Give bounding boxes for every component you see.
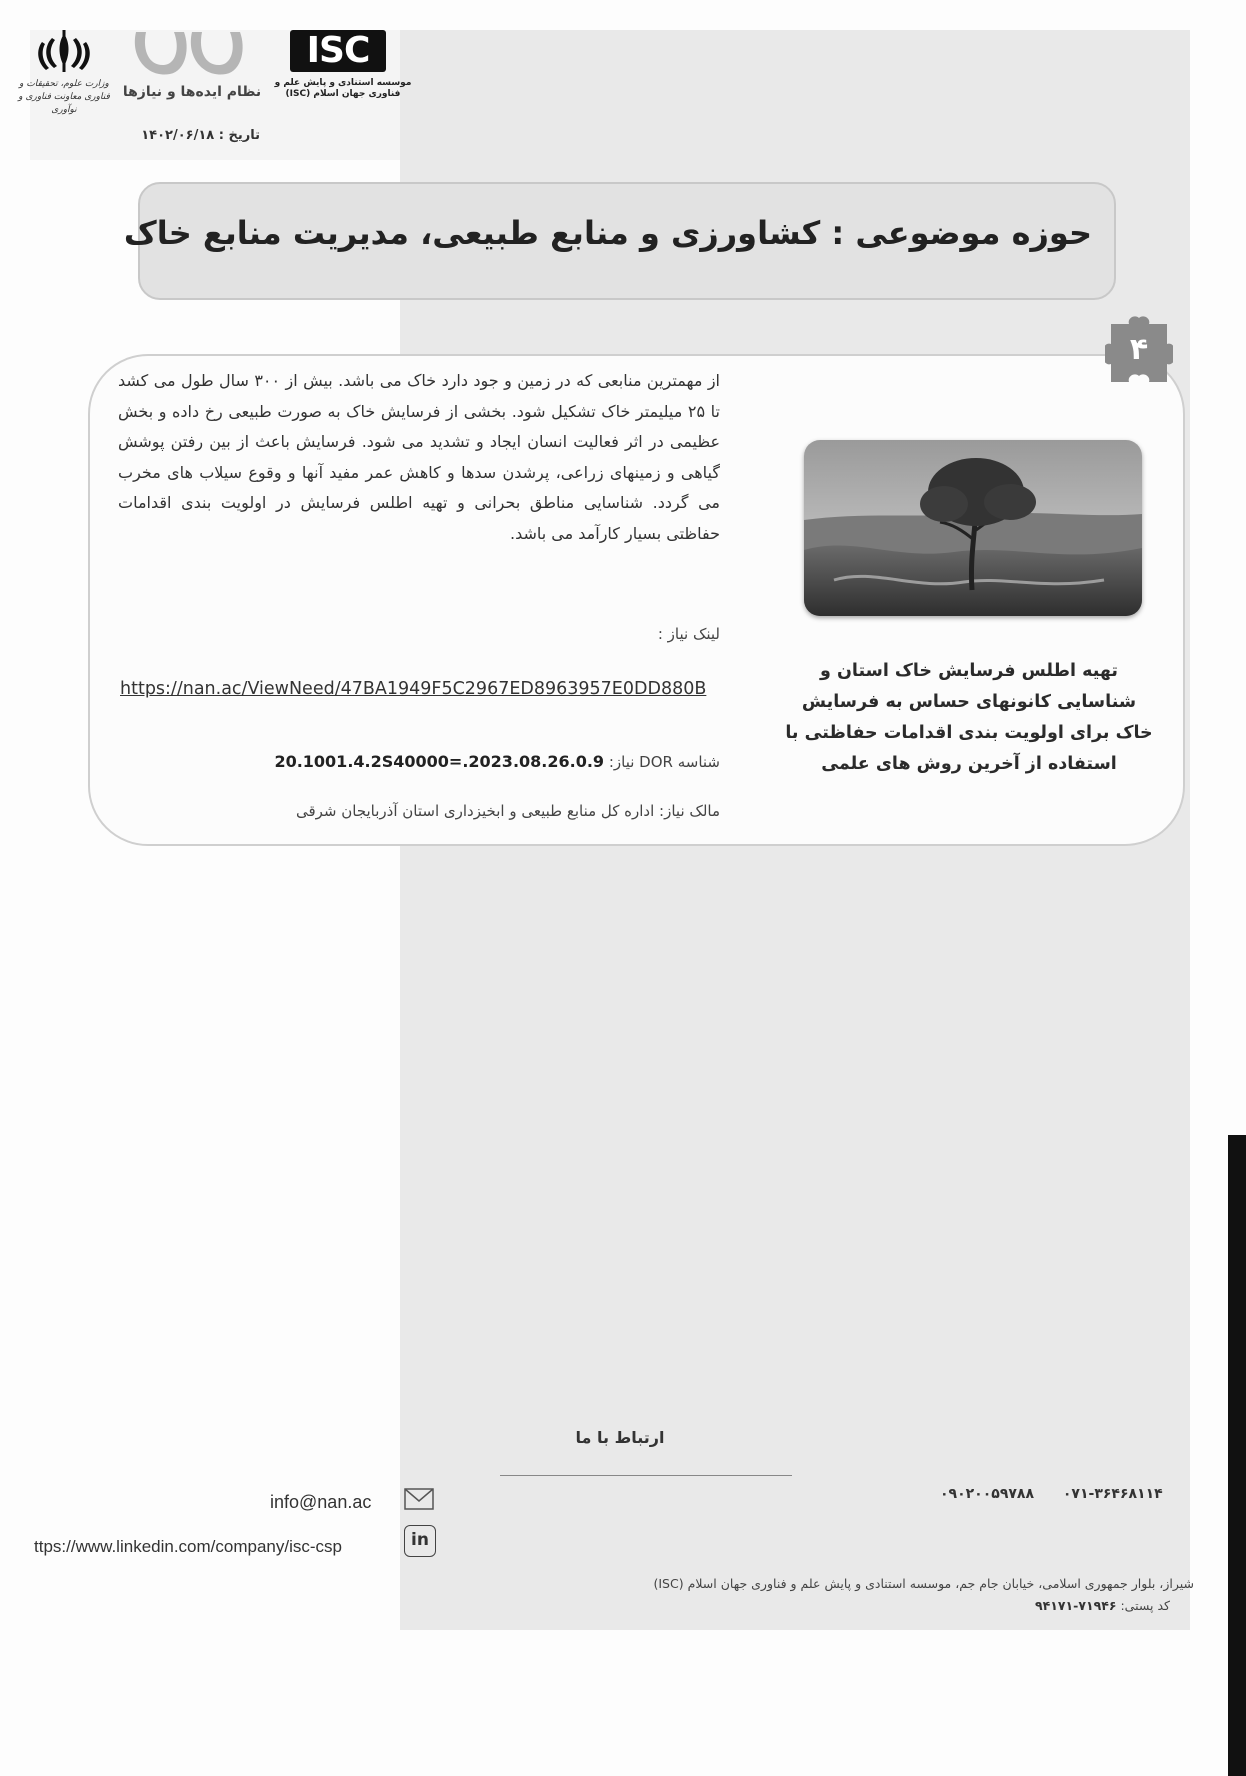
emblem-icon [34, 30, 94, 74]
scan-edge [1228, 1135, 1246, 1776]
landscape-photo [804, 440, 1142, 616]
email-contact [240, 1486, 440, 1516]
linkedin-contact [30, 1525, 450, 1561]
email-link[interactable]: info@nan.ac [270, 1492, 372, 1512]
postal-label: کد پستی: [1120, 1598, 1170, 1613]
need-description: از مهمترین منابعی که در زمین و جود دارد خاک می باشد. بیش از ۳۰۰ سال طول می کشد تا ۲۵ میلیمتر خاک تشکیل شود. بخشی از فرسایش خاک به صورت طبیعی رخ داده و بخش عظیمی در اثر فعالیت انسان ایجاد و تشدید می شود. فرسایش باعث از بین رفتن پوشش گیاهی و زمینهای زراعی، پرشدن سدها و کاهش عمر مفید آنها و وقوع سیلاب های مخرب می گردد. شناسایی مناطق بحرانی و تهیه اطلس فرسایش در اولویت بندی اقدامات حفاظتی بسیار کارآمد می باشد. [118, 371, 720, 543]
dor-label: شناسه DOR نیاز: [608, 753, 720, 771]
ministry-logo [14, 30, 114, 115]
need-owner: مالک نیاز: اداره کل منابع طبیعی و ابخیزداری استان آذربایجان شرقی [295, 802, 720, 820]
topic-banner [123, 182, 1116, 300]
need-link-label: لینک نیاز : [657, 625, 720, 643]
isc-wordmark: ISC [290, 30, 386, 72]
dor-value: 20.1001.4.2S40000=.2023.08.26.0.9 [274, 752, 605, 771]
nan-caption: نظام ایده‌ها و نیازها [122, 84, 262, 100]
topic-title: حوزه موضوعی : کشاورزی و منابع طبیعی، مدیریت منابع خاک [123, 214, 1092, 252]
nan-logo [122, 28, 262, 108]
isc-caption: موسسه استنادی و پایش علم و فناوری جهان اسلام (ISC) [274, 78, 412, 99]
need-link[interactable]: https://nan.ac/ViewNeed/47BA1949F5C2967ED8963957E0DD880B [120, 679, 707, 699]
date-value: ۱۴۰۲/۰۶/۱۸ [141, 128, 215, 143]
dor-identifier [200, 752, 720, 771]
nan-rings-icon [128, 28, 248, 80]
document-date [120, 128, 260, 143]
date-label: تاریخ : [218, 128, 260, 143]
need-title: تهیه اطلس فرسایش خاک استان و شناسایی کانونهای حساس به فرسایش خاک برای اولویت بندی اقدامات حفاظتی با استفاده از آخرین روش های علمی [785, 661, 1153, 774]
isc-logo [268, 30, 418, 110]
postal-address: شیراز، بلوار جمهوری اسلامی، خیابان جام جم، موسسه استنادی و پایش علم و فناوری جهان اسلام (ISC) [653, 1576, 1194, 1591]
linkedin-link[interactable]: ttps://www.linkedin.com/company/isc-csp [34, 1537, 342, 1556]
phone-mobile[interactable]: ۰۹۰۲۰۰۵۹۷۸۸ [940, 1486, 1034, 1502]
item-number-badge [1105, 316, 1173, 384]
footer-divider [500, 1475, 792, 1476]
ministry-caption: وزارت علوم، تحقیقات و فناوری معاونت فناوری و نوآوری [18, 79, 110, 115]
postal-code: ۷۱۹۴۶-۹۴۱۷۱ [1034, 1598, 1117, 1613]
linkedin-icon: in [404, 1525, 436, 1557]
badge-number: ۴ [1129, 332, 1149, 367]
postal-code-line [700, 1598, 1170, 1613]
phone-office[interactable]: ۰۷۱-۳۶۴۶۸۱۱۴ [1062, 1486, 1163, 1502]
contact-heading: ارتباط با ما [575, 1428, 665, 1447]
envelope-icon [404, 1488, 434, 1510]
phone-numbers [940, 1486, 1190, 1502]
tree-landscape-image [804, 440, 1142, 616]
